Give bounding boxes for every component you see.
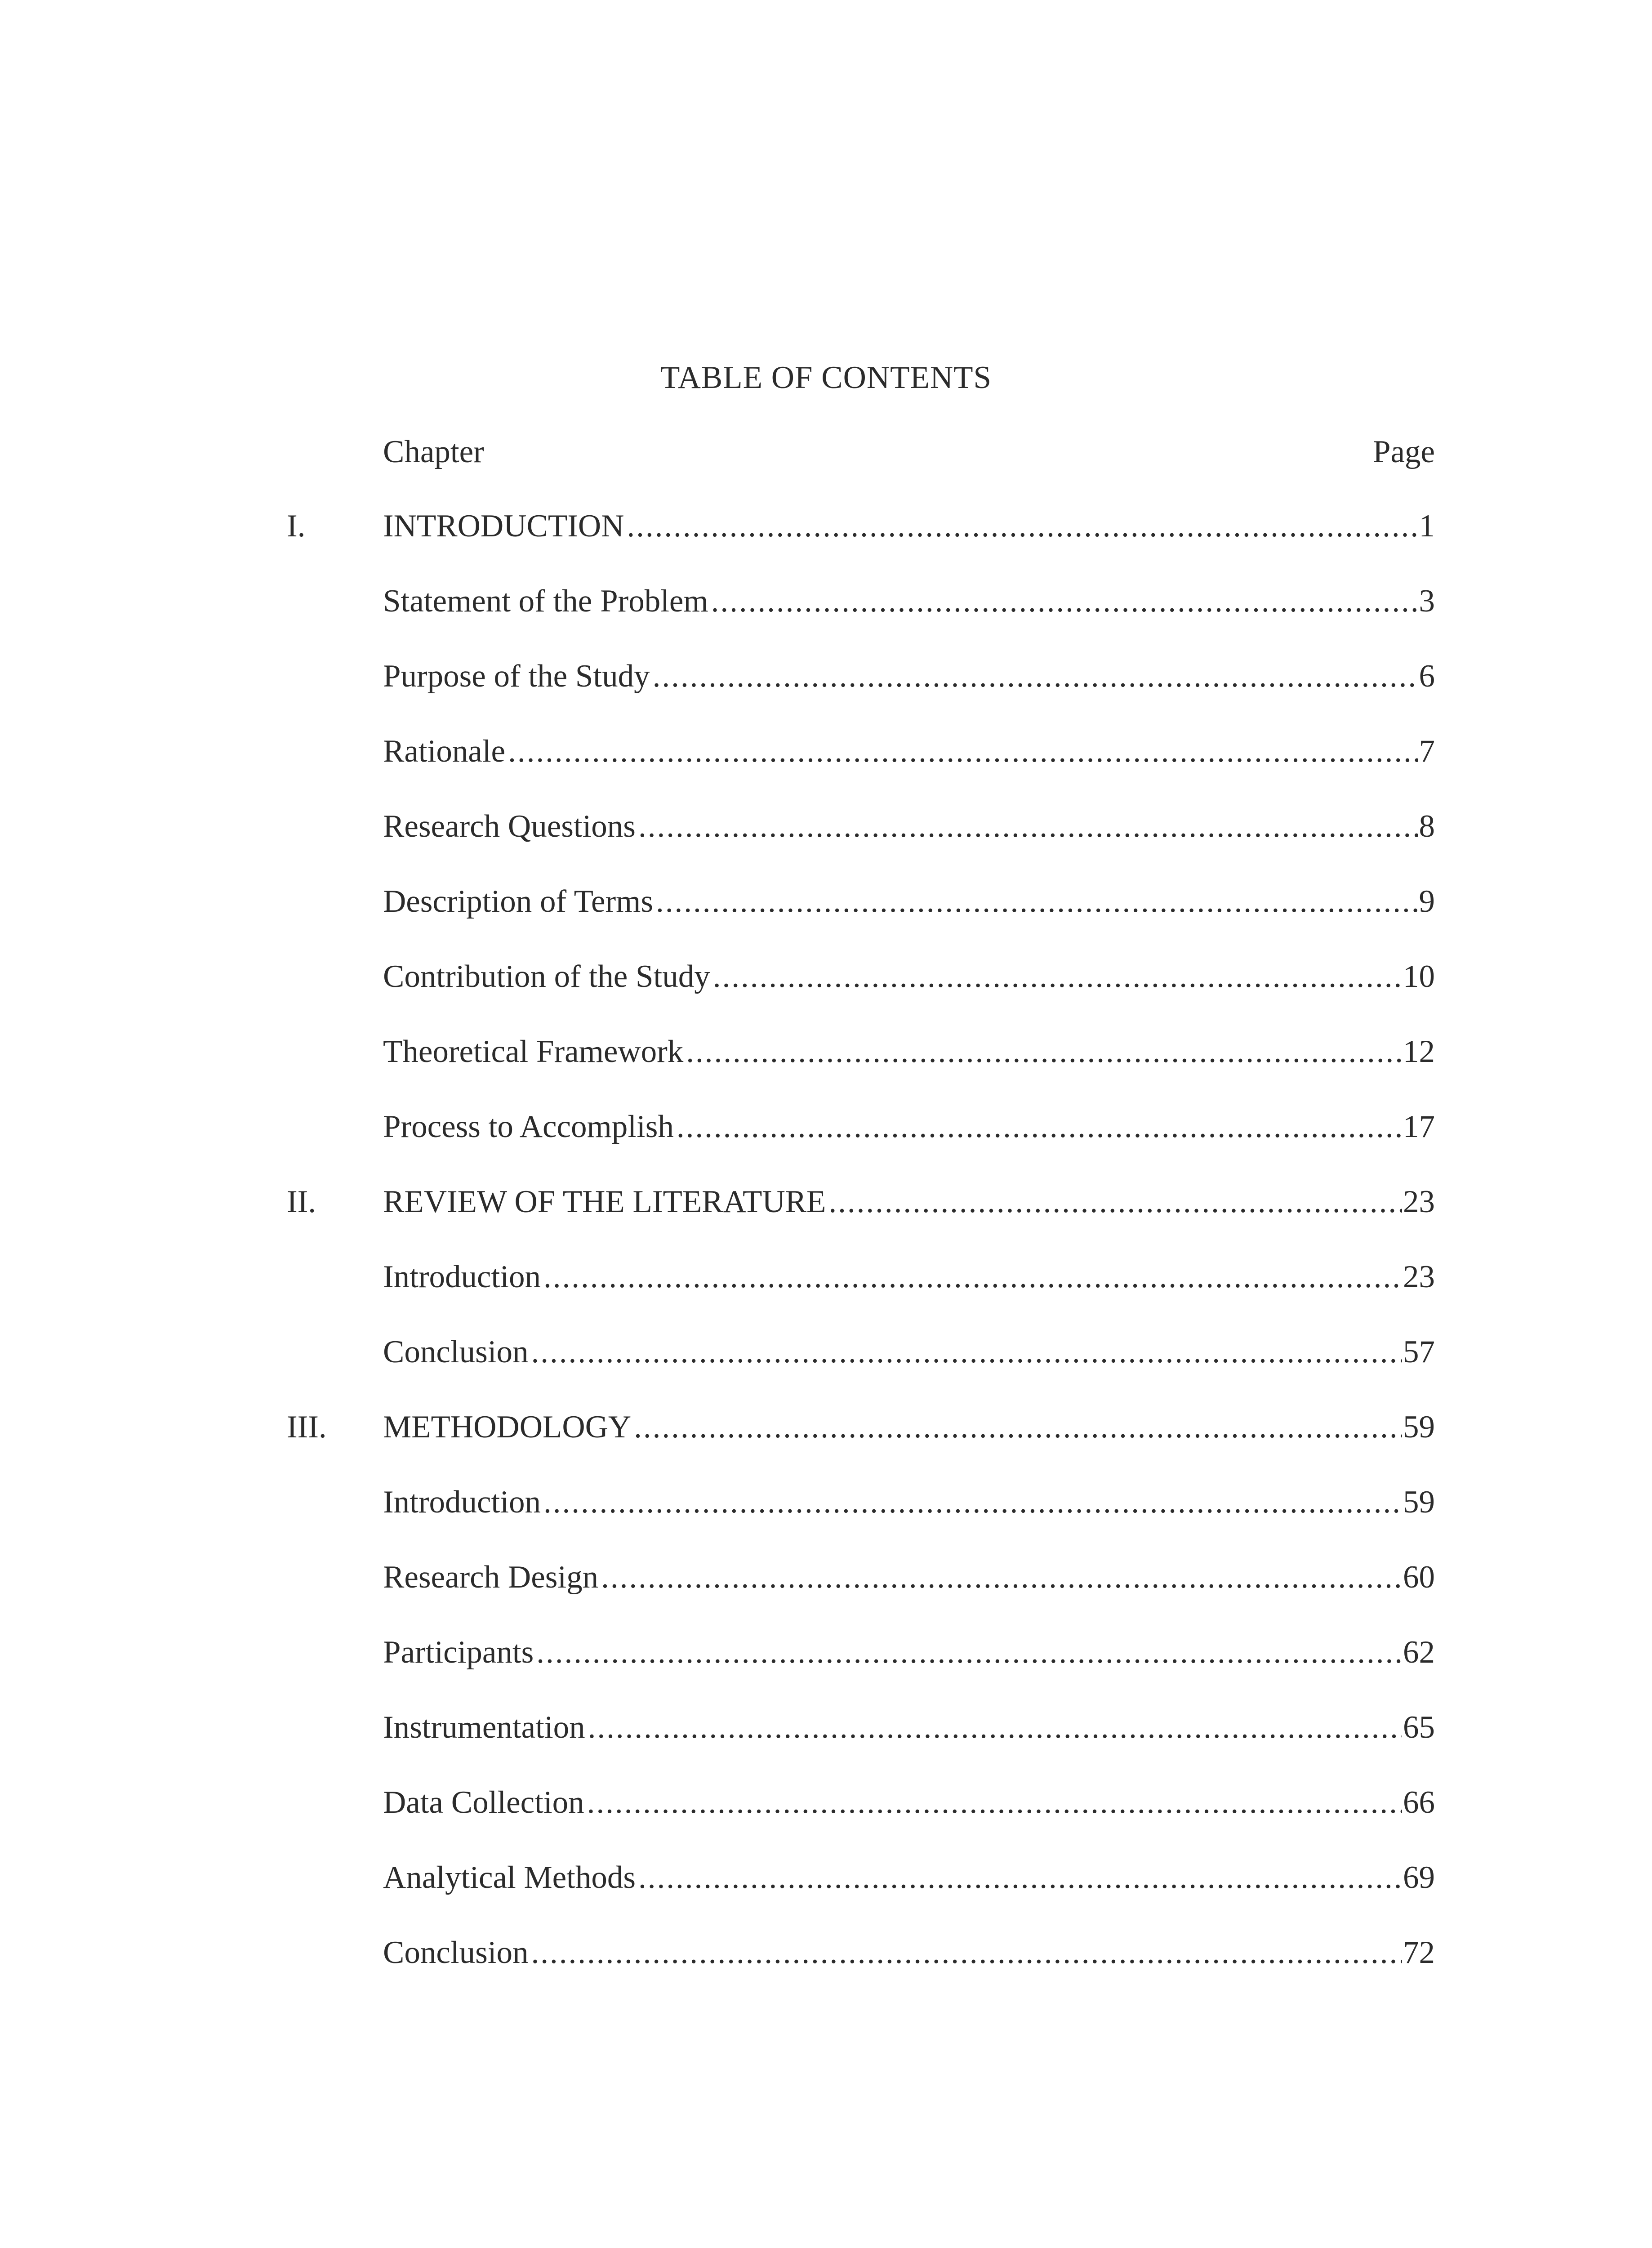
toc-entry (0, 504, 1652, 549)
toc-entry-label: Analytical Methods (383, 1855, 638, 1900)
page-column-header: Page (1372, 434, 1435, 469)
toc-entry (0, 579, 1652, 624)
toc-entry-page-number: 6 (1418, 654, 1435, 699)
toc-entry-line (383, 804, 1435, 849)
toc-entry-label: Contribution of the Study (383, 954, 713, 999)
toc-entry-label: Process to Accomplish (383, 1104, 677, 1149)
toc-entry (0, 804, 1652, 849)
toc-entry-page-number: 66 (1402, 1780, 1435, 1825)
toc-entry-label: Statement of the Problem (383, 579, 711, 624)
toc-entry (0, 1705, 1652, 1750)
toc-entry-page-number: 59 (1402, 1480, 1435, 1525)
dot-leader (638, 804, 1418, 849)
toc-entry-line (383, 879, 1435, 924)
toc-entry (0, 1254, 1652, 1299)
dot-leader (627, 504, 1418, 549)
toc-entry-line (383, 729, 1435, 774)
toc-entry-page-number: 57 (1402, 1329, 1435, 1374)
toc-entry-line (383, 1930, 1435, 1975)
toc-entry (0, 879, 1652, 924)
dot-leader (686, 1029, 1402, 1074)
toc-entry-label: Participants (383, 1630, 536, 1675)
toc-entry-line (383, 1104, 1435, 1149)
toc-entry-page-number: 12 (1402, 1029, 1435, 1074)
chapter-numeral: I. (287, 508, 306, 544)
toc-entry-label: Data Collection (383, 1780, 587, 1825)
toc-entry-label: Introduction (383, 1480, 543, 1525)
dot-leader (601, 1555, 1402, 1600)
page-title: TABLE OF CONTENTS (660, 360, 992, 395)
dot-leader (543, 1254, 1402, 1299)
toc-entry-page-number: 3 (1418, 579, 1435, 624)
toc-entry-page-number: 62 (1402, 1630, 1435, 1675)
dot-leader (638, 1855, 1402, 1900)
toc-entry (0, 954, 1652, 999)
toc-entry (0, 1104, 1652, 1149)
toc-entry-page-number: 23 (1402, 1179, 1435, 1224)
toc-entry (0, 1855, 1652, 1900)
toc-entry-label: Conclusion (383, 1930, 531, 1975)
toc-entry (0, 1555, 1652, 1600)
toc-entry-page-number: 1 (1418, 504, 1435, 549)
toc-entry (0, 1480, 1652, 1525)
dot-leader (508, 729, 1418, 774)
toc-entry-page-number: 69 (1402, 1855, 1435, 1900)
toc-entry-label: Research Design (383, 1555, 601, 1600)
toc-entry-page-number: 65 (1402, 1705, 1435, 1750)
dot-leader (677, 1104, 1402, 1149)
toc-entry-label: Purpose of the Study (383, 654, 653, 699)
toc-entry-label: Description of Terms (383, 879, 656, 924)
toc-entry (0, 1930, 1652, 1975)
toc-entry (0, 1329, 1652, 1374)
toc-entry-page-number: 59 (1402, 1405, 1435, 1450)
toc-entry (0, 654, 1652, 699)
toc-entry-line (383, 1705, 1435, 1750)
dot-leader (828, 1179, 1402, 1224)
chapter-numeral: II. (287, 1184, 316, 1219)
toc-entry-page-number: 17 (1402, 1104, 1435, 1149)
toc-entry (0, 729, 1652, 774)
toc-entry-line (383, 1254, 1435, 1299)
dot-leader (543, 1480, 1402, 1525)
dot-leader (536, 1630, 1402, 1675)
toc-header-row (383, 429, 1435, 474)
toc-entry (0, 1630, 1652, 1675)
toc-entry-label: Introduction (383, 1254, 543, 1299)
toc-entry-label: INTRODUCTION (383, 504, 627, 549)
toc-entry-line (383, 1555, 1435, 1600)
toc-entry-line (383, 1405, 1435, 1450)
chapter-column-header: Chapter (383, 434, 484, 469)
toc-entry-line (383, 1329, 1435, 1374)
dot-leader (531, 1329, 1402, 1374)
toc-entry-line (383, 1029, 1435, 1074)
toc-entry-label: METHODOLOGY (383, 1405, 634, 1450)
dot-leader (634, 1405, 1402, 1450)
toc-entry-line (383, 1179, 1435, 1224)
toc-entry-label: REVIEW OF THE LITERATURE (383, 1179, 828, 1224)
toc-entry (0, 1405, 1652, 1450)
toc-entry-label: Theoretical Framework (383, 1029, 686, 1074)
toc-entry-line (383, 1480, 1435, 1525)
toc-entry-page-number: 9 (1418, 879, 1435, 924)
toc-entry-label: Conclusion (383, 1329, 531, 1374)
dot-leader (531, 1930, 1402, 1975)
toc-entry (0, 1780, 1652, 1825)
toc-entry-line (383, 1855, 1435, 1900)
toc-entry-page-number: 8 (1418, 804, 1435, 849)
toc-entry-line (383, 579, 1435, 624)
dot-leader (711, 579, 1418, 624)
dot-leader (653, 654, 1418, 699)
dot-leader (656, 879, 1418, 924)
toc-entry-page-number: 7 (1418, 729, 1435, 774)
toc-entry-label: Instrumentation (383, 1705, 588, 1750)
toc-entry (0, 1029, 1652, 1074)
toc-entry-page-number: 72 (1402, 1930, 1435, 1975)
toc-entry (0, 1179, 1652, 1224)
dot-leader (588, 1705, 1402, 1750)
chapter-numeral: III. (287, 1409, 327, 1445)
dot-leader (713, 954, 1402, 999)
toc-entry-label: Rationale (383, 729, 508, 774)
toc-entry-line (383, 654, 1435, 699)
toc-entry-line (383, 1630, 1435, 1675)
toc-entry-page-number: 10 (1402, 954, 1435, 999)
toc-entry-line (383, 1780, 1435, 1825)
toc-entry-line (383, 504, 1435, 549)
dot-leader (587, 1780, 1402, 1825)
toc-entry-label: Research Questions (383, 804, 638, 849)
toc-entry-line (383, 954, 1435, 999)
toc-entry-page-number: 60 (1402, 1555, 1435, 1600)
toc-entry-page-number: 23 (1402, 1254, 1435, 1299)
